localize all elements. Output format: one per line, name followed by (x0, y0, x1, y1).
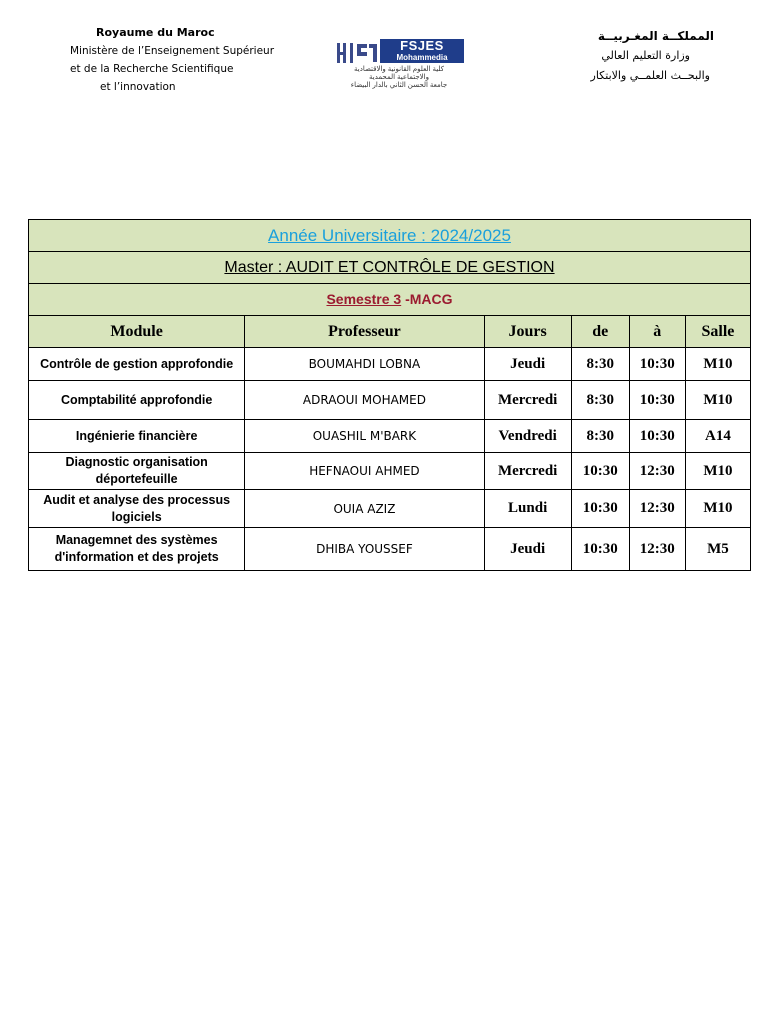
fsjes-badge-subtitle: Mohammedia (396, 53, 448, 62)
cell-room: A14 (685, 420, 750, 453)
cell-from: 10:30 (571, 453, 629, 490)
ministry-arabic-line-1: وزارة التعليم العالي (601, 49, 690, 62)
cell-module: Contrôle de gestion approfondie (29, 348, 245, 381)
table-row (29, 348, 751, 381)
cell-module: Ingénierie financière (29, 420, 245, 453)
cell-to: 12:30 (629, 528, 685, 571)
cell-from: 10:30 (571, 490, 629, 528)
cell-room: M10 (685, 490, 750, 528)
table-row (29, 420, 751, 453)
semester-row (29, 284, 751, 316)
cell-from: 10:30 (571, 528, 629, 571)
cell-module: Comptabilité approfondie (29, 381, 245, 420)
ministry-arabic-line-2: والبحــث العلمــي والابتكار (590, 69, 710, 82)
semester-label (326, 291, 452, 307)
cell-day: Jeudi (484, 528, 571, 571)
col-header-room: Salle (685, 316, 750, 348)
fsjes-badge (380, 39, 464, 63)
cell-room: M10 (685, 348, 750, 381)
cell-professor: ADRAOUI MOHAMED (245, 381, 484, 420)
table-row (29, 453, 751, 490)
cell-day: Lundi (484, 490, 571, 528)
master-title: Master : AUDIT ET CONTRÔLE DE GESTION (224, 258, 555, 276)
academic-year-row (29, 220, 751, 252)
fsjes-logo (333, 38, 473, 94)
cell-from: 8:30 (571, 420, 629, 453)
logo-arabic-line-3: جامعة الحسن الثاني بالدار البيضاء (350, 82, 448, 89)
ministry-line-2: et de la Recherche Scientifique (70, 63, 234, 75)
cell-room: M10 (685, 453, 750, 490)
cell-module: Audit et analyse des processus logiciels (29, 490, 245, 528)
cell-professor: OUASHIL M'BARK (245, 420, 484, 453)
cell-professor: DHIBA YOUSSEF (245, 528, 484, 571)
ministry-line-3: et l’innovation (100, 81, 176, 93)
logo-arabic-caption (333, 66, 465, 90)
header-right-institution (518, 26, 718, 86)
kingdom-label-arabic: المملكــة المغـربيــة (597, 29, 714, 43)
cell-to: 12:30 (629, 453, 685, 490)
table-row (29, 490, 751, 528)
cell-module: Diagnostic organisation déportefeuille (29, 453, 245, 490)
logo-arabic-line-2: والاجتماعية المحمدية (369, 74, 429, 81)
cell-professor: OUIA AZIZ (245, 490, 484, 528)
col-header-module: Module (29, 316, 245, 348)
ministry-line-1: Ministère de l’Enseignement Supérieur (70, 45, 275, 57)
academic-year-label: Année Universitaire : 2024/2025 (268, 225, 511, 245)
col-header-day: Jours (484, 316, 571, 348)
cell-day: Mercredi (484, 381, 571, 420)
col-header-to: à (629, 316, 685, 348)
semester-number: Semestre 3 (326, 290, 402, 307)
cell-day: Jeudi (484, 348, 571, 381)
cell-professor: HEFNAOUI AHMED (245, 453, 484, 490)
fsjes-badge-title: FSJES (400, 38, 444, 53)
semester-program: -MACG (401, 290, 453, 307)
cell-room: M5 (685, 528, 750, 571)
table-row (29, 528, 751, 571)
cell-day: Vendredi (484, 420, 571, 453)
header-left-institution (64, 24, 284, 96)
column-header-row (29, 316, 751, 348)
cell-day: Mercredi (484, 453, 571, 490)
kingdom-label: Royaume du Maroc (96, 26, 215, 39)
cell-module: Managemnet des systèmes d'information et des projets (29, 528, 245, 571)
master-row (29, 252, 751, 284)
col-header-from: de (571, 316, 629, 348)
table-row (29, 381, 751, 420)
cell-to: 12:30 (629, 490, 685, 528)
col-header-professor: Professeur (245, 316, 484, 348)
cell-to: 10:30 (629, 420, 685, 453)
logo-arabic-line-1: كلية العلوم القانونية والاقتصادية (354, 66, 444, 73)
cell-from: 8:30 (571, 348, 629, 381)
cell-to: 10:30 (629, 348, 685, 381)
cell-professor: BOUMAHDI LOBNA (245, 348, 484, 381)
cell-to: 10:30 (629, 381, 685, 420)
schedule-table (28, 219, 751, 571)
cell-from: 8:30 (571, 381, 629, 420)
cell-room: M10 (685, 381, 750, 420)
